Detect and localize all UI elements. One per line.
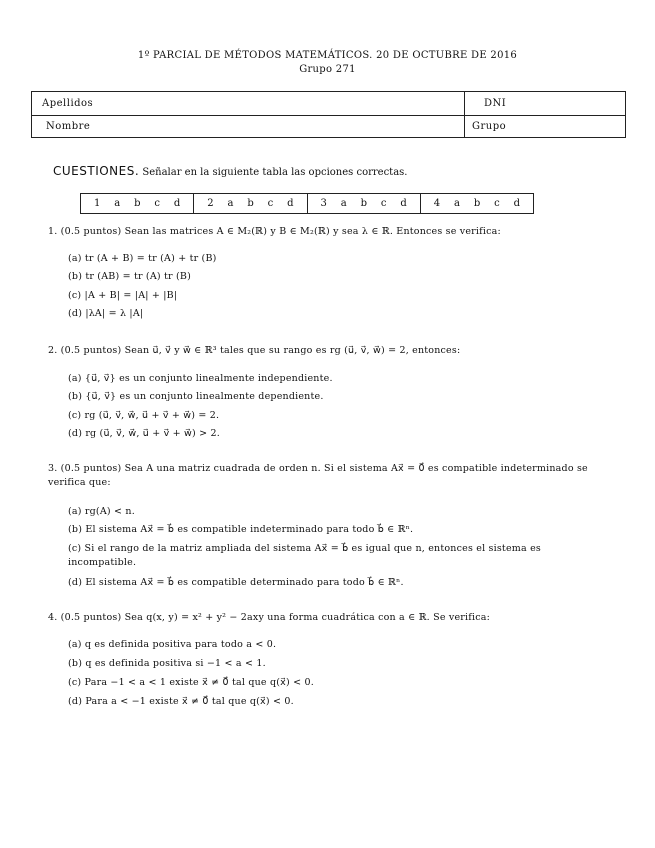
question-2-option-b: (b) {u⃗, v⃗} es un conjunto linealmente dependiente. (68, 391, 324, 402)
question-1-option-a: (a) tr (A + B) = tr (A) + tr (B) (68, 253, 217, 264)
id-box-divider (464, 92, 465, 137)
nombre-label: Nombre (46, 121, 91, 132)
question-number: 1 (93, 198, 101, 209)
question-3-option-d: (d) El sistema Ax⃗ = b⃗ es compatible determinado para todo b⃗ ∈ ℝⁿ. (68, 577, 404, 588)
question-4-option-a: (a) q es definida positiva para todo a < 0. (68, 639, 277, 650)
option-d[interactable]: d (287, 198, 294, 209)
question-2-option-c: (c) rg (u⃗, v⃗, w⃗, u⃗ + v⃗ + w⃗) = 2. (68, 410, 220, 421)
question-1-option-b: (b) tr (AB) = tr (A) tr (B) (68, 271, 191, 282)
question-number: 3 (320, 198, 327, 209)
student-id-box (31, 91, 626, 138)
question-3-option-c: (c) Si el rango de la matriz ampliada del sistema Ax⃗ = b⃗ es igual que n, entonces el sistema es incompatible. (68, 543, 541, 568)
question-1-option-c: (c) |A + B| = |A| + |B| (68, 290, 178, 301)
question-3-option-a: (a) rg(A) < n. (68, 506, 135, 517)
dni-label: DNI (484, 98, 507, 109)
option-b[interactable]: b (473, 198, 481, 209)
option-a[interactable]: a (453, 198, 460, 209)
answer-cell (193, 194, 306, 213)
option-d[interactable]: d (173, 198, 181, 209)
question-1-option-d: (d) |λA| = λ |A| (68, 308, 144, 319)
option-c[interactable]: c (380, 198, 387, 209)
question-2-option-d: (d) rg (u⃗, v⃗, w⃗, u⃗ + v⃗ + w⃗) > 2. (68, 428, 220, 439)
question-4-stem: 4. (0.5 puntos) Sea q(x, y) = x² + y² − 2axy una forma cuadrática con a ∈ ℝ. Se verifica: (48, 612, 490, 623)
option-c[interactable]: c (494, 198, 500, 209)
cuestiones-instruction: Señalar en la siguiente tabla las opciones correctas. (142, 167, 408, 178)
question-2-stem: 2. (0.5 puntos) Sean u⃗, v⃗ y w⃗ ∈ ℝ³ tales que su rango es rg (u⃗, v⃗, w⃗) = 2, entonces: (48, 345, 461, 356)
apellidos-label: Apellidos (42, 98, 94, 109)
question-4-option-d: (d) Para a < −1 existe x⃗ ≠ 0⃗ tal que q(x⃗) < 0. (68, 696, 294, 707)
answer-cell (307, 194, 420, 213)
option-d[interactable]: d (513, 198, 521, 209)
question-3-option-b: (b) El sistema Ax⃗ = b⃗ es compatible indeterminado para todo b⃗ ∈ ℝⁿ. (68, 524, 414, 535)
answer-cell (420, 194, 533, 213)
answer-cell (81, 194, 193, 213)
question-4-option-b: (b) q es definida positiva si −1 < a < 1. (68, 658, 266, 669)
option-b[interactable]: b (134, 198, 141, 209)
option-b[interactable]: b (247, 198, 254, 209)
cuestiones-heading (53, 164, 407, 178)
question-1-stem: 1. (0.5 puntos) Sean las matrices A ∈ M₂(ℝ) y B ∈ M₂(ℝ) y sea λ ∈ ℝ. Entonces se verifica: (48, 226, 501, 237)
answer-table (80, 193, 534, 214)
option-c[interactable]: c (267, 198, 274, 209)
option-c[interactable]: c (154, 198, 160, 209)
question-2-option-a: (a) {u⃗, v⃗} es un conjunto linealmente independiente. (68, 373, 333, 384)
question-number: 4 (433, 198, 441, 209)
question-number: 2 (207, 198, 214, 209)
exam-title: 1º PARCIAL DE MÉTODOS MATEMÁTICOS. 20 DE OCTUBRE DE 2016 (137, 50, 518, 61)
option-a[interactable]: a (340, 198, 347, 209)
id-box-divider (32, 115, 625, 116)
question-4-option-c: (c) Para −1 < a < 1 existe x⃗ ≠ 0⃗ tal que q(x⃗) < 0. (68, 677, 314, 688)
option-a[interactable]: a (227, 198, 234, 209)
option-d[interactable]: d (400, 198, 407, 209)
question-3-stem: 3. (0.5 puntos) Sea A una matriz cuadrada de orden n. Si el sistema Ax⃗ = 0⃗ es compatible indeterminado se verifica que: (48, 463, 588, 488)
option-a[interactable]: a (114, 198, 121, 209)
exam-group: Grupo 271 (299, 64, 356, 75)
option-b[interactable]: b (360, 198, 367, 209)
grupo-label: Grupo (472, 121, 507, 132)
cuestiones-title: CUESTIONES. (53, 164, 140, 178)
